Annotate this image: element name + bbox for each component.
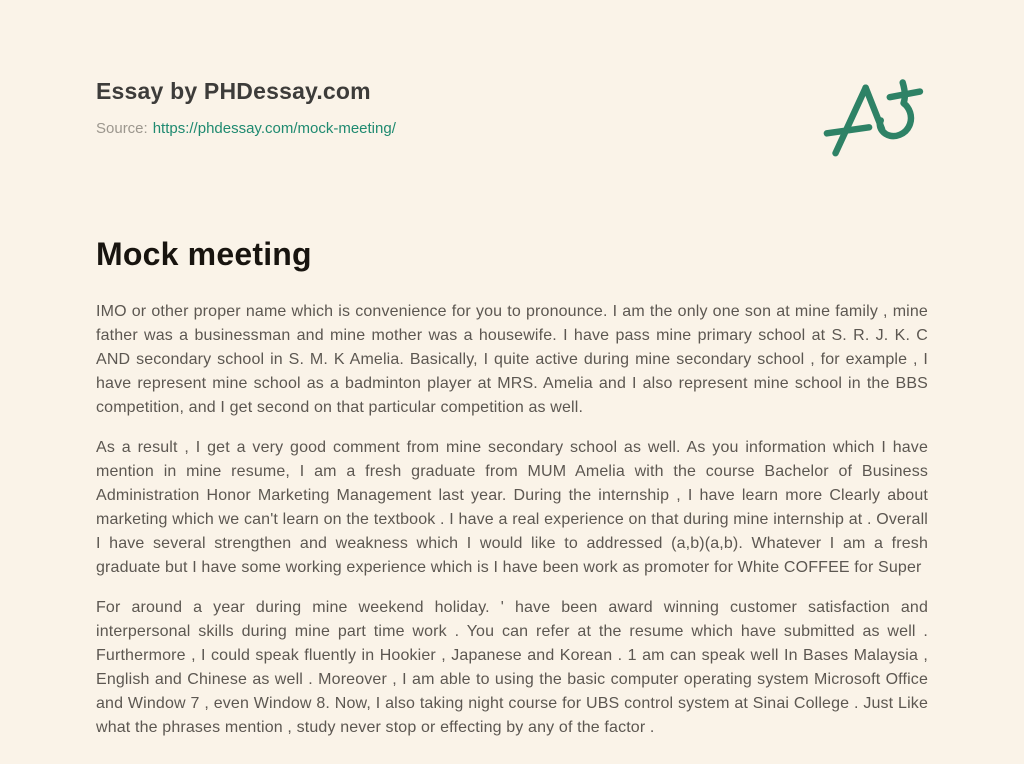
essay-title: Mock meeting xyxy=(96,236,312,272)
essay-body xyxy=(96,300,928,740)
essay-paragraph-2: As a result , I get a very good comment from mine secondary school as well. As you information which I have mention in mine resume, I am a fresh graduate from MUM Amelia with the course Bachelor of Business Administration Honor Marketing Management last year. During the internship , I have learn more Clearly about marketing which we can't learn on the textbook . I have a real experience on that during mine internship at . Overall I have several strengthen and weakness which I would like to addressed (a,b)(a,b). Whatever I am a fresh graduate but I have some working experience which is I have been work as promoter for White COFFEE for Super xyxy=(96,439,928,576)
phdessay-logo xyxy=(820,72,932,168)
source-label: Source: xyxy=(96,120,148,137)
essay-paragraph-1: IMO or other proper name which is convenience for you to pronounce. I am the only one son at mine family , mine father was a businessman and mine mother was a housewife. I have pass mine primary school at S. R. J. K. C AND secondary school in S. M. K Amelia. Basically, I quite active during mine secondary school , for example , I have represent mine school as a badminton player at MRS. Amelia and I also represent mine school in the BBS competition, and I get second on that particular competition as well. xyxy=(96,303,928,416)
source-link[interactable]: https://phdessay.com/mock-meeting/ xyxy=(152,120,396,137)
a-plus-logo-icon xyxy=(820,72,932,168)
header-text-block xyxy=(96,72,396,137)
essay-paragraph-3: For around a year during mine weekend holiday. ' have been award winning customer satisfaction and interpersonal skills during mine part time work . You can refer at the resume which have submitted as well . Furthermore , I could speak fluently in Hookier , Japanese and Korean . 1 am can speak well In Bases Malaysia , English and Chinese as well . Moreover , I am able to using the basic computer operating system Microsoft Office and Window 7 , even Window 8. Now, I also taking night course for UBS control system at Sinai College . Just Like what the phrases mention , study never stop or effecting by any of the factor . xyxy=(96,599,928,736)
header xyxy=(96,72,928,168)
source-line xyxy=(96,120,396,137)
essay-by-heading: Essay by PHDessay.com xyxy=(96,78,371,104)
essay-content xyxy=(96,0,928,756)
